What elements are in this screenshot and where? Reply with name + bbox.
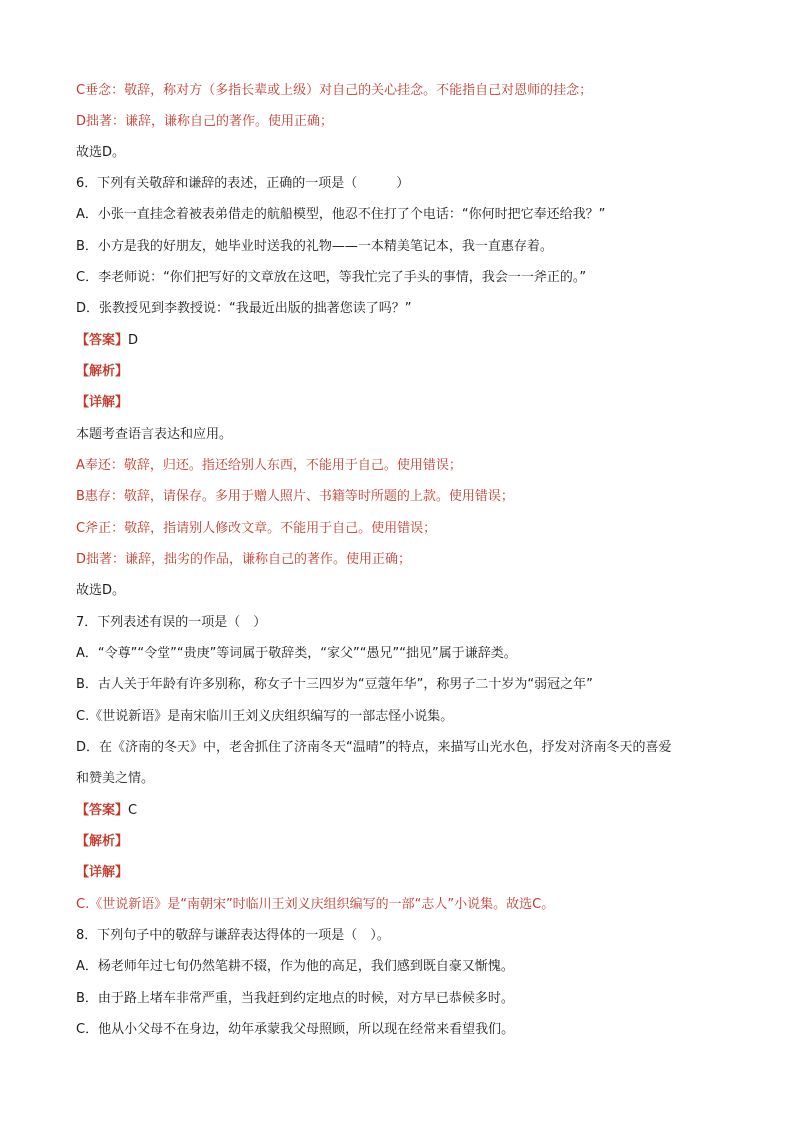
- question-6-analysis-tag: 【解析】: [76, 364, 129, 379]
- question-7-option-a: A．“令尊”“令堂”“贵庚”等词属于敬辞类，“家父”“愚兄”“拙见”属于谦辞类。: [76, 646, 517, 661]
- question-6-stem: 6．下列有关敬辞和谦辞的表述，正确的一项是（ ）: [76, 176, 410, 191]
- question-7-stem: 7．下列表述有误的一项是（ ）: [76, 615, 267, 630]
- analysis-line-c: C垂念：敬辞，称对方（多指长辈或上级）对自己的关心挂念。不能指自己对恩师的挂念；: [76, 83, 593, 98]
- conclusion-line: 故选D。: [76, 145, 126, 160]
- question-8-option-b: B．由于路上堵车非常严重，当我赶到约定地点的时候，对方早已恭候多时。: [76, 991, 514, 1006]
- question-6-option-d: D．张教授见到李教授说：“我最近出版的拙著您读了吗？”: [76, 301, 412, 316]
- question-6-option-a: A．小张一直挂念着被表弟借走的航船模型，他忍不住打了个电话：“你何时把它奉还给我？”: [76, 207, 606, 222]
- question-7-option-d: D．在《济南的冬天》中，老舍抓住了济南冬天“温晴”的特点，来描写山光水色，抒发对济南冬天的喜爱: [76, 740, 672, 755]
- question-6-detail-b: B惠存：敬辞，请保存。多用于赠人照片、书籍等时所题的上款。使用错误；: [76, 489, 514, 504]
- question-7-detail: C.《世说新语》是“南朝宋”时临川王刘义庆组织编写的一部“志人”小说集。故选C。: [76, 897, 555, 912]
- answer-tag: 【答案】: [76, 803, 129, 818]
- question-7-detail-tag: 【详解】: [76, 865, 129, 880]
- question-6-conclusion: 故选D。: [76, 583, 126, 598]
- answer-value: D: [128, 333, 139, 348]
- question-7-option-c: C.《世说新语》是南宋临川王刘义庆组织编写的一部志怪小说集。: [76, 709, 454, 724]
- question-8-stem: 8．下列句子中的敬辞与谦辞表达得体的一项是（ ）。: [76, 928, 390, 943]
- question-6-detail-intro: 本题考查语言表达和应用。: [76, 427, 233, 442]
- answer-value: C: [128, 803, 138, 818]
- question-6-answer: [76, 332, 138, 350]
- question-6-detail-d: D拙著：谦辞，拙劣的作品，谦称自己的著作。使用正确；: [76, 552, 412, 567]
- question-8-option-a: A．杨老师年过七旬仍然笔耕不辍，作为他的高足，我们感到既自豪又惭愧。: [76, 959, 514, 974]
- question-6-detail-a: A奉还：敬辞，归还。指还给别人东西，不能用于自己。使用错误；: [76, 458, 462, 473]
- question-8-option-c: C．他从小父母不在身边，幼年承蒙我父母照顾，所以现在经常来看望我们。: [76, 1022, 515, 1037]
- question-6-detail-tag: 【详解】: [76, 395, 129, 410]
- question-7-option-d-cont: 和赞美之情。: [76, 771, 155, 786]
- question-7-option-b: B．古人关于年龄有许多别称，称女子十三四岁为“豆蔻年华”，称男子二十岁为“弱冠之年”: [76, 677, 593, 692]
- analysis-line-d: D拙著：谦辞，谦称自己的著作。使用正确；: [76, 114, 334, 129]
- question-6-option-c: C．李老师说：“你们把写好的文章放在这吧，等我忙完了手头的事情，我会一一斧正的。”: [76, 270, 587, 285]
- question-7-analysis-tag: 【解析】: [76, 834, 129, 849]
- answer-tag: 【答案】: [76, 333, 129, 348]
- question-6-detail-c: C斧正：敬辞，指请别人修改文章。不能用于自己。使用错误；: [76, 521, 437, 536]
- question-7-answer: [76, 802, 137, 820]
- question-6-option-b: B．小方是我的好朋友，她毕业时送我的礼物——一本精美笔记本，我一直惠存着。: [76, 239, 553, 254]
